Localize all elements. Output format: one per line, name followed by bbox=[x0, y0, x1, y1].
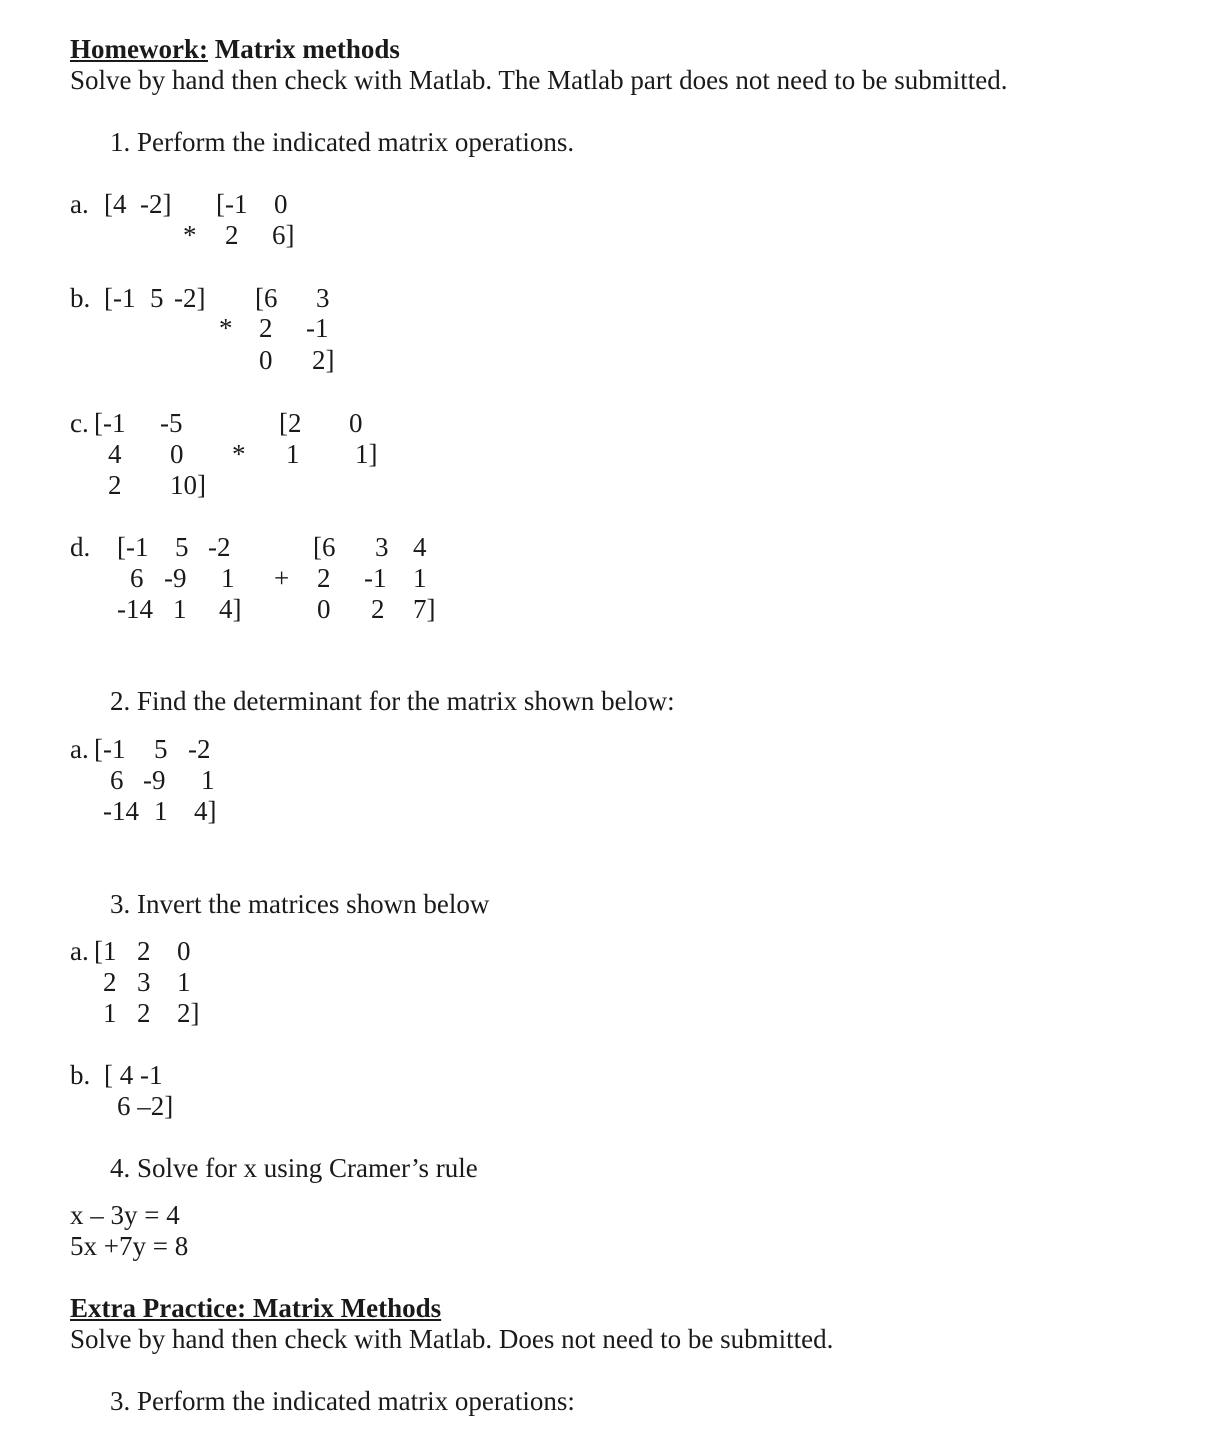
matrix-cell: 4 bbox=[413, 532, 427, 562]
matrix-cell: 2 bbox=[108, 470, 122, 500]
matrix-cell: 10] bbox=[170, 470, 206, 500]
q1a-label: a. bbox=[70, 189, 89, 219]
matrix-cell: -2 bbox=[188, 734, 211, 764]
matrix-cell: 1 bbox=[201, 765, 215, 795]
matrix-cell: -1 bbox=[306, 313, 329, 343]
matrix-cell: -5 bbox=[160, 408, 183, 438]
matrix-cell: 1 bbox=[103, 998, 117, 1028]
plus-operator: + bbox=[274, 563, 290, 593]
matrix-cell: -9 bbox=[143, 765, 166, 795]
matrix-cell: 1] bbox=[355, 439, 378, 469]
matrix-cell: 7] bbox=[413, 594, 436, 624]
matrix-cell: [-1 bbox=[94, 408, 126, 438]
q1d-label: d. bbox=[70, 532, 91, 562]
q1c-label: c. bbox=[70, 408, 89, 438]
q4-title: 4. Solve for x using Cramer’s rule bbox=[110, 1153, 478, 1183]
matrix-cell: 1 bbox=[413, 563, 427, 593]
matrix-cell: 4 bbox=[108, 439, 122, 469]
matrix-cell: 2 bbox=[225, 220, 239, 250]
matrix-cell: 2] bbox=[312, 345, 335, 375]
homework-heading-title: Matrix methods bbox=[207, 34, 400, 64]
matrix-cell: 0 bbox=[177, 936, 191, 966]
matrix-cell: -2 bbox=[208, 532, 231, 562]
matrix-cell: 0 bbox=[259, 345, 273, 375]
matrix-cell: 4] bbox=[194, 796, 217, 826]
extra-instructions: Solve by hand then check with Matlab. Does not need to be submitted. bbox=[70, 1324, 834, 1354]
matrix-cell: 2 bbox=[371, 594, 385, 624]
matrix-cell: 5 bbox=[150, 283, 164, 313]
matrix-cell: 2 bbox=[103, 967, 117, 997]
matrix-cell: [-1 bbox=[117, 532, 149, 562]
matrix-cell: 0 bbox=[349, 408, 363, 438]
matrix-cell: [1 bbox=[94, 936, 117, 966]
matrix-cell: 4] bbox=[219, 594, 242, 624]
matrix-cell: 6 bbox=[130, 563, 144, 593]
matrix-cell: 1 bbox=[221, 563, 235, 593]
matrix-cell: -9 bbox=[164, 563, 187, 593]
matrix-cell: 1 bbox=[154, 796, 168, 826]
matrix-cell: -14 bbox=[103, 796, 139, 826]
q2-title: 2. Find the determinant for the matrix shown below: bbox=[110, 686, 675, 716]
q3b-label: b. bbox=[70, 1060, 91, 1090]
q2a-label: a. bbox=[70, 734, 89, 764]
matrix-cell: 2 bbox=[137, 936, 151, 966]
matrix-cell: 0 bbox=[170, 439, 184, 469]
matrix-cell: 1 bbox=[177, 967, 191, 997]
matrix-cell: 3 bbox=[137, 967, 151, 997]
matrix-row: 6 –2] bbox=[117, 1091, 174, 1121]
q3a-label: a. bbox=[70, 936, 89, 966]
matrix-cell: 6 bbox=[110, 765, 124, 795]
q1b-label: b. bbox=[70, 283, 91, 313]
matrix-cell: 0 bbox=[274, 189, 288, 219]
matrix-cell: 2 bbox=[259, 313, 273, 343]
matrix-cell: -1 bbox=[364, 563, 387, 593]
equation: 5x +7y = 8 bbox=[70, 1231, 189, 1261]
matrix-cell: [4 bbox=[104, 189, 127, 219]
matrix-cell: 1 bbox=[173, 594, 187, 624]
multiply-operator: * bbox=[183, 220, 197, 250]
matrix-cell: 2] bbox=[177, 998, 200, 1028]
homework-instructions: Solve by hand then check with Matlab. The Matlab part does not need to be submitted. bbox=[70, 65, 1008, 95]
multiply-operator: * bbox=[219, 313, 233, 343]
equation: x – 3y = 4 bbox=[70, 1200, 180, 1230]
extra-q3-title: 3. Perform the indicated matrix operations: bbox=[110, 1386, 575, 1416]
matrix-row: [ 4 -1 bbox=[104, 1060, 163, 1090]
matrix-cell: 1 bbox=[286, 439, 300, 469]
matrix-cell: [6 bbox=[313, 532, 336, 562]
extra-heading: Extra Practice: Matrix Methods bbox=[70, 1293, 442, 1323]
q1-title: 1. Perform the indicated matrix operations. bbox=[110, 127, 575, 157]
matrix-cell: -2] bbox=[140, 189, 172, 219]
matrix-cell: [-1 bbox=[216, 189, 248, 219]
matrix-cell: 5 bbox=[175, 532, 189, 562]
matrix-cell: 3 bbox=[375, 532, 389, 562]
matrix-cell: [2 bbox=[279, 408, 302, 438]
multiply-operator: * bbox=[232, 439, 246, 469]
homework-heading-underlined: Homework: bbox=[70, 34, 208, 64]
matrix-cell: -2] bbox=[174, 283, 206, 313]
matrix-cell: 5 bbox=[154, 734, 168, 764]
matrix-cell: [-1 bbox=[94, 734, 126, 764]
matrix-cell: -14 bbox=[117, 594, 153, 624]
matrix-cell: 2 bbox=[317, 563, 331, 593]
q3-title: 3. Invert the matrices shown below bbox=[110, 889, 490, 919]
homework-heading bbox=[70, 36, 400, 63]
matrix-cell: [6 bbox=[255, 283, 278, 313]
matrix-cell: 2 bbox=[137, 998, 151, 1028]
matrix-cell: [-1 bbox=[104, 283, 136, 313]
matrix-cell: 0 bbox=[317, 594, 331, 624]
matrix-cell: 6] bbox=[272, 220, 295, 250]
matrix-cell: 3 bbox=[316, 283, 330, 313]
